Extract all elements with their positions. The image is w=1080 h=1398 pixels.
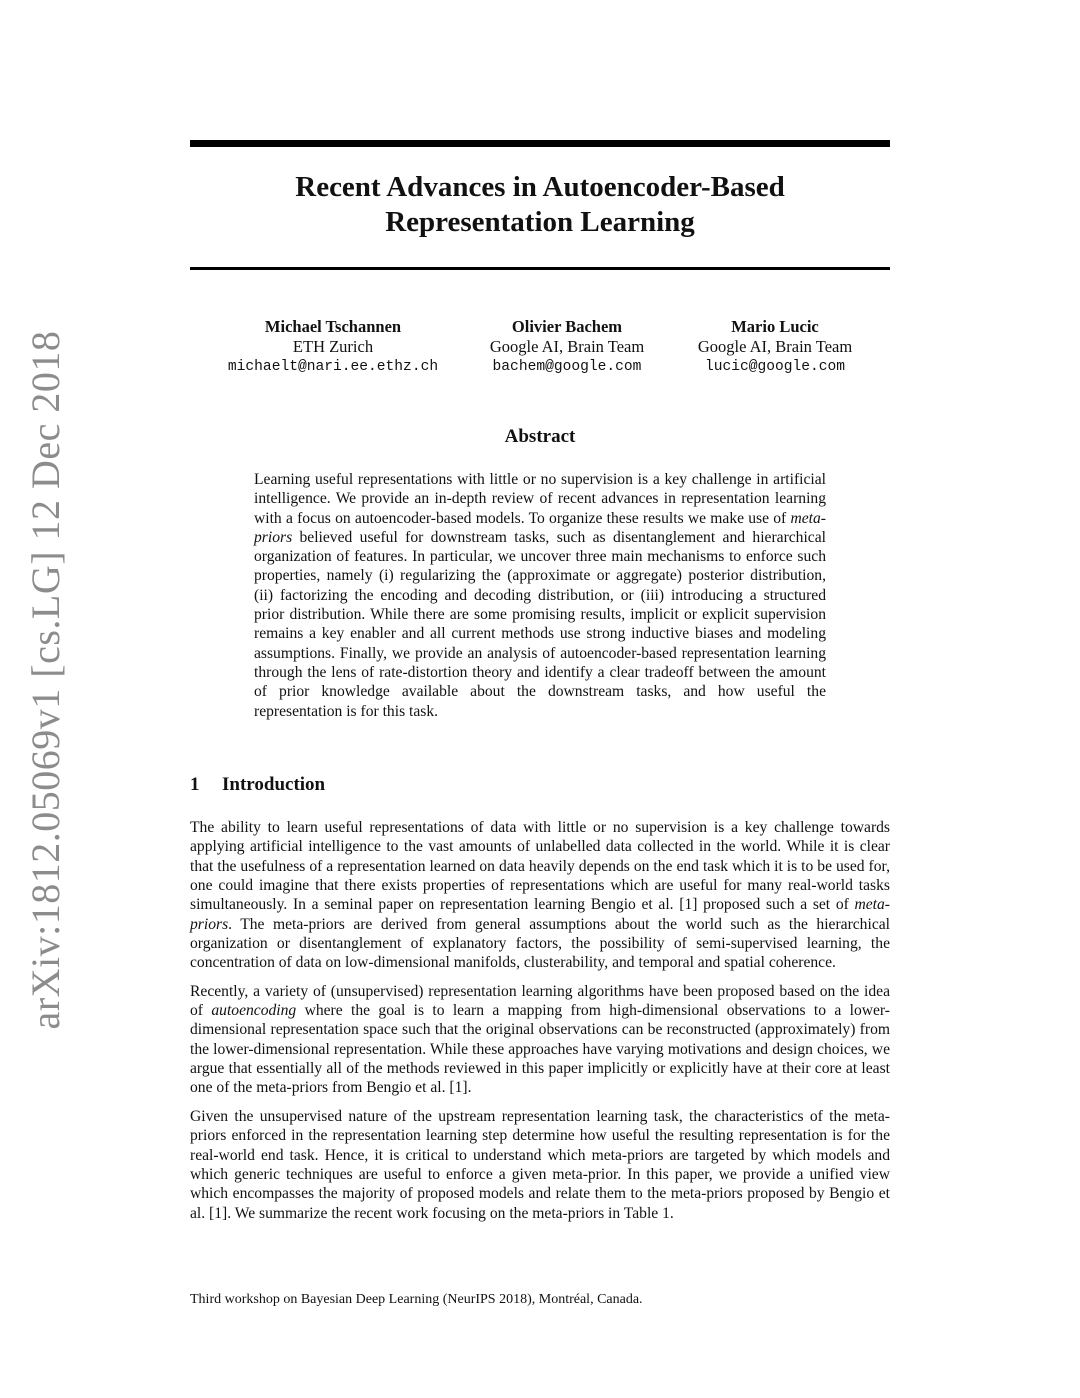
section-number: 1 — [190, 774, 200, 795]
paragraph-3: Given the unsupervised nature of the upstream representation learning task, the characteristics of the meta-priors enforced in the representation learning step determine how useful the resulting representation is for the real-world end task. Hence, it is critical to understand which meta-priors are targeted by which models and which generic techniques are useful to enforce a given meta-prior. In this paper, we provide a unified view which encompasses the majority of proposed models and relate them to the meta-priors proposed by Bengio et al. [1]. We summarize the recent work focusing on the meta-priors in Table 1. — [190, 1107, 890, 1222]
author-affiliation: Google AI, Brain Team — [697, 337, 853, 356]
abstract-heading: Abstract — [504, 426, 576, 447]
paragraph-emphasis: autoencoding — [211, 1002, 297, 1020]
author-affiliation: Google AI, Brain Team — [489, 337, 645, 356]
abstract-text-part: believed useful for downstream tasks, such as disentanglement and hierarchical organization of features. In particular, we uncover three main mechanisms to enforce such properties, namely (i) regularizing the (approximate or aggregate) posterior distribution, (ii) factorizing the encoding and decoding distribution, or (iii) introducing a structured prior distribution. While there are some promising results, implicit or explicit supervision remains a key enabler and all current methods use strong inductive biases and modeling assumptions. Finally, we provide an analysis of autoencoder-based representation learning through the lens of rate-distortion theory and identify a clear tradeoff between the amount of prior knowledge available about the downstream tasks, and how useful the representation is for this task. — [254, 528, 826, 720]
footnote: Third workshop on Bayesian Deep Learning (NeurIPS 2018), Montréal, Canada. — [190, 1292, 643, 1307]
author-1 — [203, 317, 463, 377]
paragraph-text: . The meta-priors are derived from general assumptions about the world such as the hierarchical organization or disentanglement of explanatory factors, the possibility of semi-supervised learning, the concentration of data on low-dimensional manifolds, clusterability, and temporal and spatial coherence. — [190, 915, 890, 972]
title-line-2: Representation Learning — [385, 206, 695, 238]
paragraph-1 — [190, 818, 890, 973]
title-rule-top — [190, 140, 890, 147]
abstract-text-part: Learning useful representations with little or no supervision is a key challenge in artificial intelligence. We provide an in-depth review of recent advances in representation learning with a focus on autoencoder-based models. To organize these results we make use of — [254, 471, 826, 527]
abstract-emphasis: meta-priors — [254, 509, 826, 546]
author-3 — [645, 317, 905, 377]
paragraph-2 — [190, 982, 890, 1098]
title-rule-bottom — [190, 267, 890, 270]
paper-title — [190, 170, 890, 240]
abstract-text — [254, 470, 826, 721]
author-name: Mario Lucic — [731, 317, 819, 336]
paragraph-text: The ability to learn useful representations of data with little or no supervision is a key challenge towards applying artificial intelligence to the vast amounts of unlabelled data collected in the world. While it is clear that the usefulness of a representation learned on data heavily depends on the end task which it is to be used for, one could imagine that there exists properties of representations which are useful for many real-world tasks simultaneously. In a seminal paper on representation learning Bengio et al. [1] proposed such a set of — [190, 819, 890, 914]
paragraph-text: Recently, a variety of (unsupervised) representation learning algorithms have been proposed based on the idea of — [190, 982, 890, 1020]
section-title: Introduction — [222, 774, 326, 795]
author-email: michaelt@nari.ee.ethz.ch — [227, 359, 439, 375]
author-name: Olivier Bachem — [511, 317, 623, 336]
author-email: bachem@google.com — [492, 359, 642, 375]
author-affiliation: ETH Zurich — [292, 337, 374, 356]
title-line-1: Recent Advances in Autoencoder-Based — [295, 171, 785, 203]
paragraph-emphasis: meta-priors — [190, 896, 890, 933]
author-email: lucic@google.com — [704, 359, 846, 375]
body-text — [190, 818, 890, 1232]
author-name: Michael Tschannen — [264, 317, 402, 336]
section-heading — [190, 773, 890, 797]
arxiv-stamp: arXiv:1812.05069v1 [cs.LG] 12 Dec 2018 — [23, 330, 68, 1030]
paragraph-text: where the goal is to learn a mapping from high-dimensional observations to a lower-dimensional representation space such that the original observations can be reconstructed (approximately) from the lower-dimensional representation. While these approaches have varying motivations and design choices, we argue that essentially all of the methods reviewed in this paper implicitly or explicitly have at their core at least one of the meta-priors from Bengio et al. [1]. — [190, 1002, 891, 1097]
